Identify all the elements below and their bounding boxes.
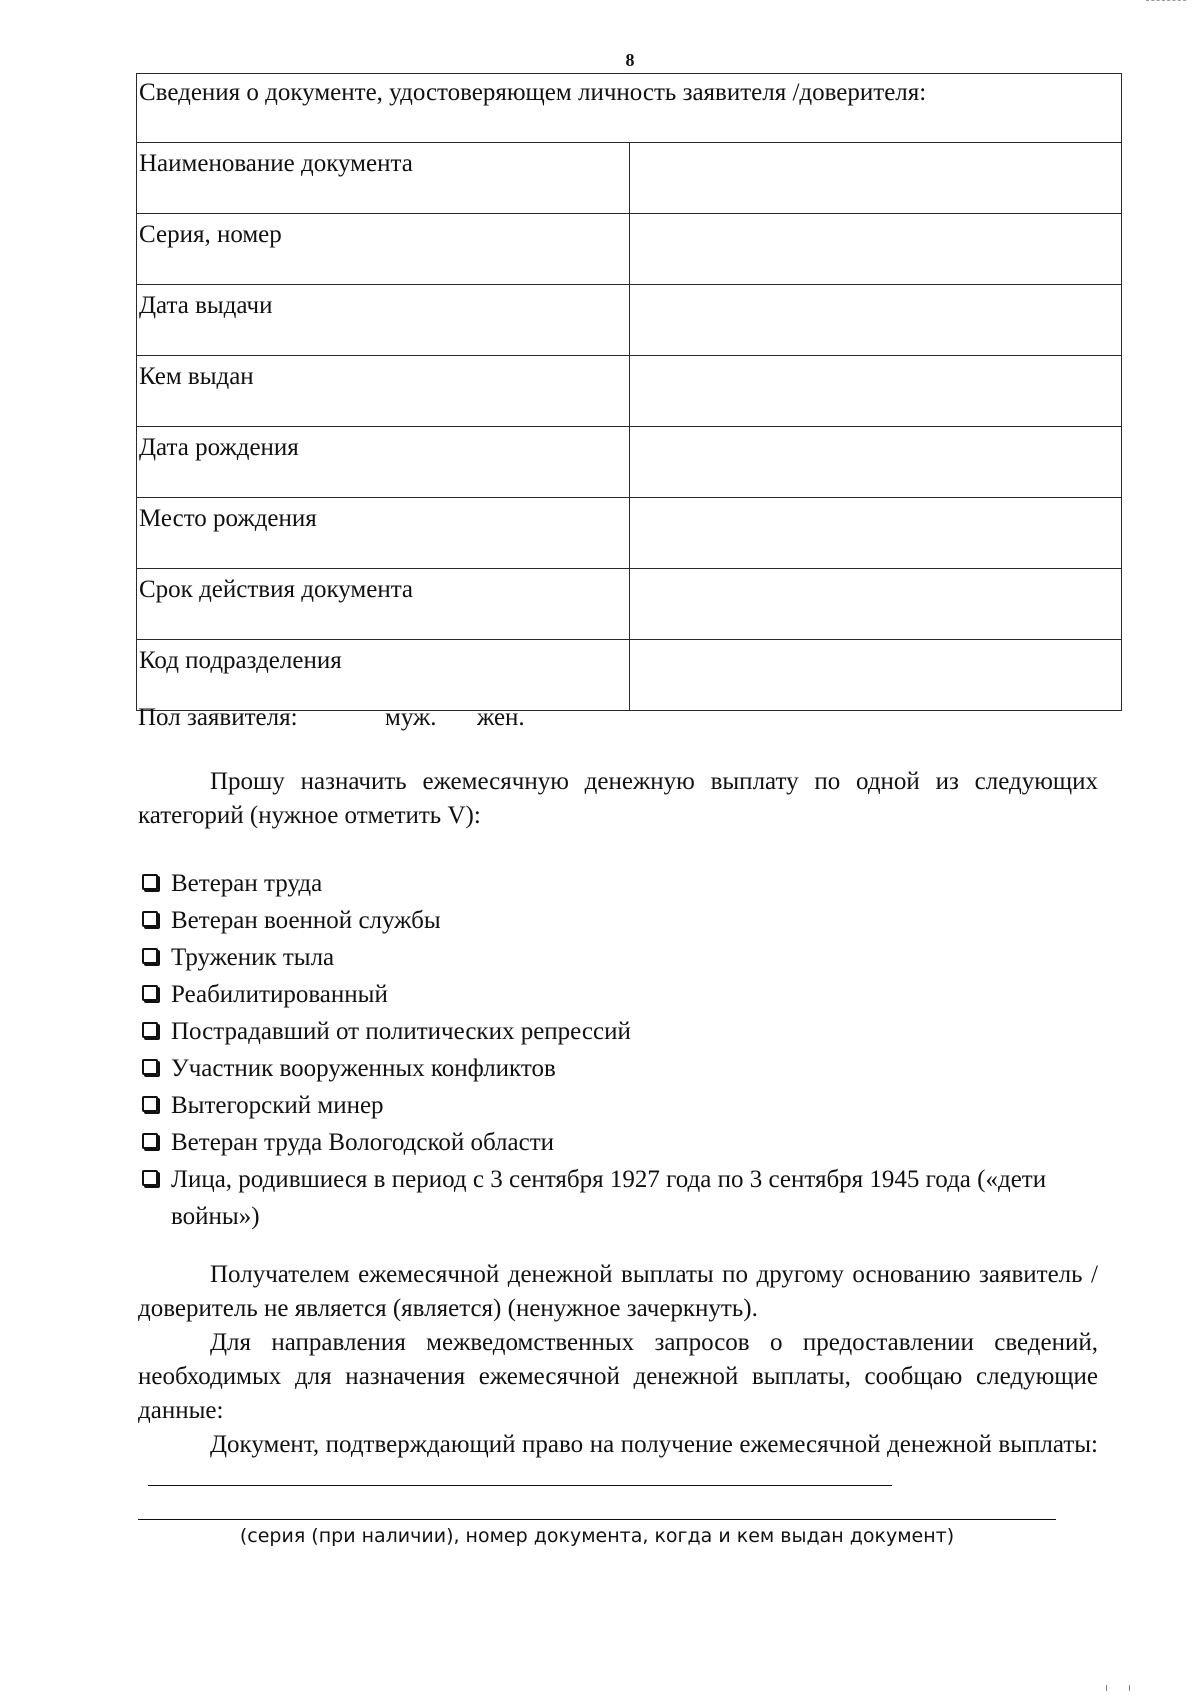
table-row (137, 498, 1122, 569)
table-row (137, 143, 1122, 214)
right-document-caption: (серия (при наличии), номер документа, когда и кем выдан документ) (239, 1525, 955, 1547)
issued-by-label: Кем выдан (137, 356, 630, 427)
list-item (140, 939, 1100, 976)
category-label: Труженик тыла (171, 944, 335, 971)
right-document-text: Документ, подтверждающий право на получение ежемесячной денежной выплаты: (210, 1431, 1098, 1458)
category-label: Реабилитированный (171, 981, 388, 1008)
table-row (137, 285, 1122, 356)
series-number-field[interactable] (629, 214, 1122, 285)
table-heading: Сведения о документе, удостоверяющем личность заявителя /доверителя: (137, 74, 1122, 143)
birth-date-label: Дата рождения (137, 427, 630, 498)
table-row (137, 569, 1122, 640)
category-checklist (140, 865, 1100, 1235)
document-name-label: Наименование документа (137, 143, 630, 214)
list-item (140, 865, 1100, 902)
issue-date-label: Дата выдачи (137, 285, 630, 356)
right-document-input-line[interactable] (138, 1519, 1056, 1520)
issued-by-field[interactable] (629, 356, 1122, 427)
checkbox-children-of-war[interactable] (142, 1170, 158, 1186)
interdepartmental-paragraph: Для направления межведомственных запросов о предоставлении сведений, необходимых для назначения ежемесячной денежной выплаты, сообщаю следующие данные: (138, 1329, 1098, 1424)
identity-document-table (136, 73, 1122, 711)
category-label: Пострадавший от политических репрессий (171, 1018, 631, 1045)
checkbox-rehabilitated[interactable] (142, 985, 158, 1001)
category-label: Лица, родившиеся в период с 3 сентября 1927 года по 3 сентября 1945 года («дети войны») (171, 1166, 1047, 1230)
list-item (140, 902, 1100, 939)
checkbox-armed-conflict-participant[interactable] (142, 1059, 158, 1075)
category-label: Вытегорский минер (171, 1092, 384, 1119)
list-item (140, 976, 1100, 1013)
birth-date-field[interactable] (629, 427, 1122, 498)
right-document-input[interactable] (148, 1463, 892, 1486)
gender-option-male[interactable]: муж. (385, 704, 437, 731)
table-row (137, 640, 1122, 711)
gender-option-female[interactable]: жен. (477, 704, 525, 731)
scan-artifact-bottom (1106, 1685, 1130, 1691)
list-item (140, 1087, 1100, 1124)
list-item (140, 1161, 1100, 1235)
list-item (140, 1013, 1100, 1050)
category-label: Ветеран военной службы (171, 907, 441, 934)
validity-period-label: Срок действия документа (137, 569, 630, 640)
gender-label: Пол заявителя: (138, 704, 298, 731)
table-row (137, 214, 1122, 285)
scan-artifact-top (1146, 0, 1186, 4)
page-number: 8 (625, 50, 635, 70)
checkbox-repression-victim[interactable] (142, 1022, 158, 1038)
request-paragraph: Прошу назначить ежемесячную денежную выплату по одной из следующих категорий (нужное отметить V): (138, 768, 1098, 829)
category-label: Ветеран труда (171, 870, 323, 897)
list-item (140, 1124, 1100, 1161)
statement-paragraph: Получателем ежемесячной денежной выплаты по другому основанию заявитель /доверитель не является (является) (ненужное зачеркнуть). (138, 1261, 1098, 1322)
checkbox-vytegra-miner[interactable] (142, 1096, 158, 1112)
checkbox-veteran-of-labor[interactable] (142, 874, 158, 890)
validity-period-field[interactable] (629, 569, 1122, 640)
series-number-label: Серия, номер (137, 214, 630, 285)
birth-place-label: Место рождения (137, 498, 630, 569)
issue-date-field[interactable] (629, 285, 1122, 356)
division-code-label: Код подразделения (137, 640, 630, 711)
table-row (137, 356, 1122, 427)
checkbox-home-front-worker[interactable] (142, 948, 158, 964)
birth-place-field[interactable] (629, 498, 1122, 569)
checkbox-vologda-labor-veteran[interactable] (142, 1133, 158, 1149)
table-heading-row (137, 74, 1122, 143)
category-label: Участник вооруженных конфликтов (171, 1055, 556, 1082)
category-label: Ветеран труда Вологодской области (171, 1129, 555, 1156)
document-name-field[interactable] (629, 143, 1122, 214)
gender-line (138, 703, 525, 733)
table-row (137, 427, 1122, 498)
division-code-field[interactable] (629, 640, 1122, 711)
checkbox-military-veteran[interactable] (142, 911, 158, 927)
right-document-paragraph (138, 1428, 1098, 1496)
list-item (140, 1050, 1100, 1087)
